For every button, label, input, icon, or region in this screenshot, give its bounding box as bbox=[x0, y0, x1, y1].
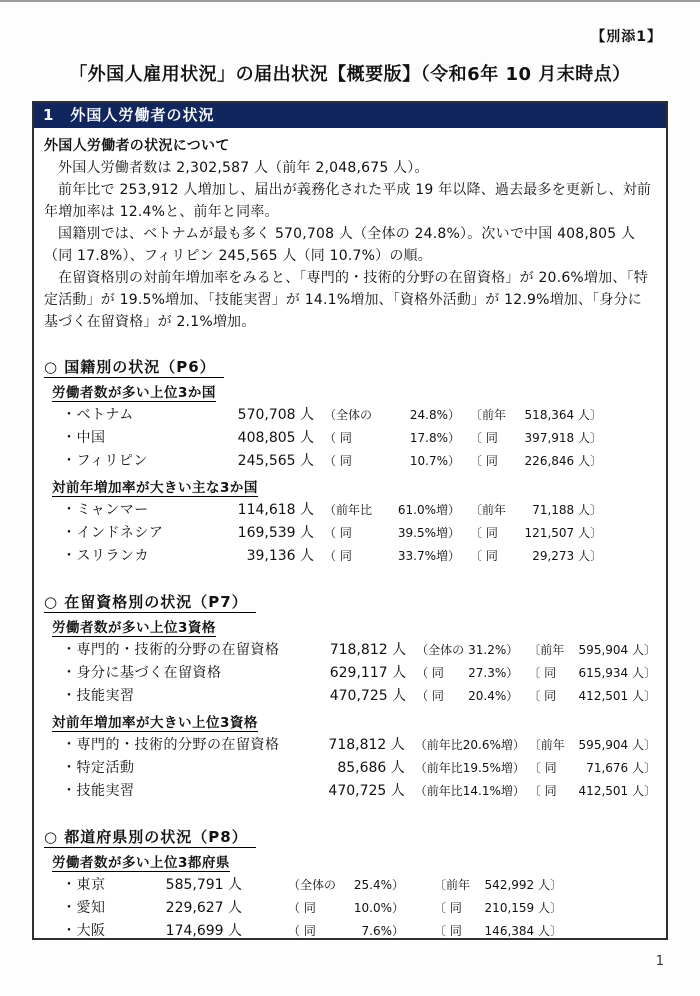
table-row bbox=[62, 874, 656, 897]
row-label: ・専門的・技術的分野の在留資格 bbox=[62, 642, 280, 658]
row-value: 570,708 人 bbox=[237, 407, 314, 423]
row-prev-year: 〔 同 412,501 人〕 bbox=[528, 784, 656, 798]
row-label: ・技能実習 bbox=[62, 783, 135, 799]
row-value: 718,812 人 bbox=[329, 642, 407, 658]
row-prev-year: 〔 同 146,384 人〕 bbox=[434, 924, 562, 938]
row-label: ・技能実習 bbox=[62, 688, 135, 704]
section-header-bar bbox=[34, 103, 666, 128]
table-row bbox=[62, 499, 656, 522]
table-row bbox=[62, 662, 656, 685]
row-prev-year: 〔前年 542,992 人〕 bbox=[434, 878, 562, 892]
section-heading: ○ 都道府県別の状況（P8） bbox=[44, 825, 656, 850]
table-row bbox=[62, 897, 656, 920]
row-prev-year: 〔前年 71,188 人〕 bbox=[470, 503, 602, 517]
overview-paragraph: 在留資格別の対前年増加率をみると、「専門的・技術的分野の在留資格」が 20.6%増加、「特定活動」が 19.5%増加、「技能実習」が 14.1%増加、「資格外活動」が 12.9%増加、「身分に基づく在留資格」が 2.1%増加。 bbox=[44, 270, 648, 330]
content-frame bbox=[32, 101, 668, 940]
row-value: 629,117 人 bbox=[329, 665, 407, 681]
row-label: ・ベトナム bbox=[62, 407, 134, 423]
overview-paragraph: 外国人労働者数は 2,302,587 人（前年 2,048,675 人）。 bbox=[58, 160, 429, 176]
row-value: 245,565 人 bbox=[237, 453, 314, 469]
group-subheading: 対前年増加率が大きい上位3資格 bbox=[52, 715, 258, 731]
row-label: ・中国 bbox=[62, 430, 106, 446]
row-value: 470,725 人 bbox=[329, 688, 407, 704]
group-growth-statuses bbox=[44, 713, 656, 803]
group-subheading: 労働者数が多い上位3都府県 bbox=[52, 855, 230, 871]
table-row bbox=[62, 757, 656, 780]
row-value: 470,725 人 bbox=[328, 783, 405, 799]
row-label: ・スリランカ bbox=[62, 548, 149, 564]
overview-paragraph: 国籍別では、ベトナムが最も多く 570,708 人（全体の 24.8%）。次いで中国 408,805 人（同 17.8%）、フィリピン 245,565 人（同 10.7%）の順。 bbox=[44, 226, 636, 264]
row-share: （前年比 61.0%増） bbox=[324, 503, 460, 517]
row-label: ・身分に基づく在留資格 bbox=[62, 665, 222, 681]
overview-heading: 外国人労働者の状況について bbox=[44, 138, 230, 154]
row-value: 718,812 人 bbox=[328, 737, 405, 753]
row-value: 114,618 人 bbox=[237, 502, 314, 518]
row-value: 169,539 人 bbox=[237, 525, 314, 541]
row-label: ・ミャンマー bbox=[62, 502, 149, 518]
row-share: （前年比 19.5%増） bbox=[414, 761, 525, 775]
row-value: 174,699 人 bbox=[165, 923, 242, 939]
row-share: （ 同 7.6%） bbox=[288, 924, 404, 938]
row-share: （ 同 17.8%） bbox=[324, 431, 460, 445]
row-prev-year: 〔 同 412,501 人〕 bbox=[528, 689, 656, 703]
table-row bbox=[62, 522, 656, 545]
row-share: （ 同 33.7%増） bbox=[324, 549, 460, 563]
row-share: （ 同 27.3%） bbox=[416, 666, 519, 680]
section-residence-status bbox=[44, 590, 656, 803]
row-label: ・専門的・技術的分野の在留資格 bbox=[62, 737, 280, 753]
row-value: 39,136 人 bbox=[246, 548, 314, 564]
row-label: ・フィリピン bbox=[62, 453, 148, 469]
group-subheading: 労働者数が多い上位3資格 bbox=[52, 620, 216, 636]
group-subheading: 対前年増加率が大きい主な3か国 bbox=[52, 480, 258, 496]
section-prefecture bbox=[44, 825, 656, 940]
table-row bbox=[62, 450, 656, 473]
row-share: （ 同 10.0%） bbox=[288, 901, 404, 915]
row-prev-year: 〔 同 121,507 人〕 bbox=[470, 526, 602, 540]
row-share: （全体の 31.2%） bbox=[416, 643, 519, 657]
section-nationality bbox=[44, 355, 656, 568]
table-row bbox=[62, 545, 656, 568]
row-prev-year: 〔 同 615,934 人〕 bbox=[528, 666, 656, 680]
row-share: （ 同 39.5%増） bbox=[324, 526, 460, 540]
row-prev-year: 〔前年 595,904 人〕 bbox=[528, 643, 656, 657]
document-body bbox=[34, 128, 666, 940]
row-prev-year: 〔 同 210,159 人〕 bbox=[434, 901, 562, 915]
section-header-label: 1 外国人労働者の状況 bbox=[43, 106, 215, 124]
row-label: ・東京 bbox=[62, 877, 106, 893]
row-share: （ 同 20.4%） bbox=[416, 689, 519, 703]
table-row bbox=[62, 780, 656, 803]
row-prev-year: 〔前年 518,364 人〕 bbox=[470, 408, 602, 422]
row-prev-year: 〔 同 226,846 人〕 bbox=[470, 454, 602, 468]
row-prev-year: 〔 同 397,918 人〕 bbox=[470, 431, 602, 445]
group-top3-statuses bbox=[44, 618, 656, 708]
row-label: ・大阪 bbox=[62, 923, 106, 939]
table-row bbox=[62, 404, 656, 427]
section-heading: ○ 国籍別の状況（P6） bbox=[44, 355, 656, 380]
table-row bbox=[62, 920, 656, 940]
table-row bbox=[62, 427, 656, 450]
row-label: ・特定活動 bbox=[62, 760, 135, 776]
group-top3-prefectures bbox=[44, 853, 656, 940]
row-share: （前年比 14.1%増） bbox=[414, 784, 525, 798]
page-title: 「外国人雇用状況」の届出状況【概要版】（令和6年 10 月末時点） bbox=[69, 64, 631, 85]
row-label: ・インドネシア bbox=[62, 525, 164, 541]
row-value: 408,805 人 bbox=[237, 430, 314, 446]
row-share: （前年比 20.6%増） bbox=[414, 738, 525, 752]
row-share: （全体の 25.4%） bbox=[288, 878, 404, 892]
table-row bbox=[62, 734, 656, 757]
group-top3-countries bbox=[44, 383, 656, 473]
attachment-label: 【別添1】 bbox=[591, 29, 662, 45]
row-value: 229,627 人 bbox=[165, 900, 242, 916]
group-subheading: 労働者数が多い上位3か国 bbox=[52, 385, 216, 401]
row-prev-year: 〔前年 595,904 人〕 bbox=[528, 738, 656, 752]
row-value: 585,791 人 bbox=[165, 877, 242, 893]
row-prev-year: 〔 同 29,273 人〕 bbox=[470, 549, 602, 563]
row-value: 85,686 人 bbox=[337, 760, 405, 776]
row-share: （全体の 24.8%） bbox=[324, 408, 460, 422]
group-growth-countries bbox=[44, 478, 656, 568]
table-row bbox=[62, 639, 656, 662]
row-share: （ 同 10.7%） bbox=[324, 454, 460, 468]
overview-paragraph: 前年比で 253,912 人増加し、届出が義務化された平成 19 年以降、過去最多を更新し、対前年増加率は 12.4%と、前年と同率。 bbox=[44, 182, 652, 220]
section-heading: ○ 在留資格別の状況（P7） bbox=[44, 590, 656, 615]
row-prev-year: 〔 同 71,676 人〕 bbox=[528, 761, 656, 775]
table-row bbox=[62, 685, 656, 708]
row-label: ・愛知 bbox=[62, 900, 106, 916]
page-number: 1 bbox=[655, 954, 664, 969]
